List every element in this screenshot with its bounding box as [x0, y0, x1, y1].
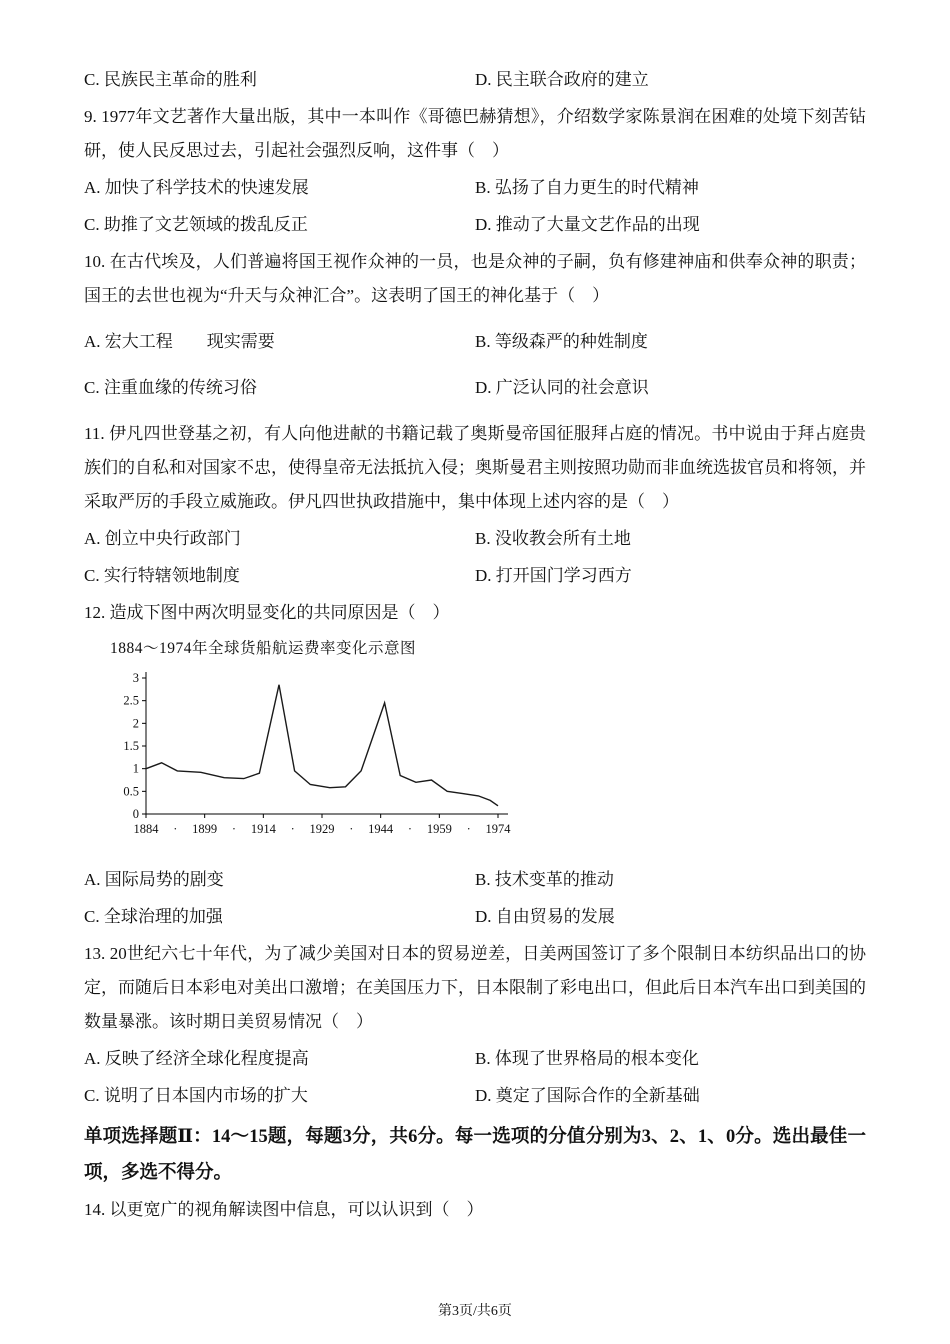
option-12-d: D. 自由贸易的发展 [475, 907, 615, 926]
option-11-b: B. 没收教会所有土地 [475, 529, 631, 548]
svg-text:·: · [290, 822, 295, 836]
option-9-d: D. 推动了大量文艺作品的出现 [475, 215, 700, 234]
option-12-b: B. 技术变革的推动 [475, 870, 614, 889]
svg-text:1929: 1929 [309, 822, 335, 836]
option-12-c: C. 全球治理的加强 [84, 907, 223, 926]
svg-text:1959: 1959 [426, 822, 452, 836]
svg-text:2: 2 [132, 716, 139, 731]
svg-text:·: · [466, 822, 471, 836]
option-9-c: C. 助推了文艺领域的拨乱反正 [84, 215, 308, 234]
option-9-b: B. 弘扬了自力更生的时代精神 [475, 178, 699, 197]
question-13-options-row-2 [84, 1079, 866, 1113]
svg-text:0.5: 0.5 [123, 784, 139, 799]
question-8-options-row [84, 63, 866, 97]
svg-text:·: · [231, 822, 237, 836]
question-12-options-row-1 [84, 863, 866, 897]
svg-text:·: · [173, 822, 178, 836]
question-11-stem: 11. 伊凡四世登基之初，有人向他进献的书籍记载了奥斯曼帝国征服拜占庭的情况。书中说由于拜占庭贵族们的自私和对国家不忠，使得皇帝无法抵抗入侵；奥斯曼君主则按照功勋而非血统选拔官员和将领，并采取严厉的手段立威施政。伊凡四世执政措施中，集中体现上述内容的是（ ） [84, 424, 866, 511]
question-11-options-row-1 [84, 522, 866, 556]
svg-text:1899: 1899 [192, 822, 218, 836]
question-12-options-row-2 [84, 900, 866, 934]
question-10-options-row-1 [84, 325, 866, 359]
freight-chart-svg [110, 664, 530, 846]
option-11-a: A. 创立中央行政部门 [84, 529, 241, 548]
option-13-b: B. 体现了世界格局的根本变化 [475, 1049, 699, 1068]
option-10-b: B. 等级森严的种姓制度 [475, 332, 648, 351]
svg-text:3: 3 [132, 671, 139, 685]
svg-text:·: · [407, 822, 413, 836]
question-13-options-row-1 [84, 1042, 866, 1076]
option-13-a: A. 反映了经济全球化程度提高 [84, 1049, 309, 1068]
option-9-a: A. 加快了科学技术的快速发展 [84, 178, 309, 197]
page-footer [0, 1300, 950, 1320]
option-10-a: A. 宏大工程 现实需要 [84, 332, 275, 351]
section-2-header: 单项选择题Ⅱ：14～15题，每题3分，共6分。每一选项的分值分别为3、2、1、0分。选出最佳一项，多选不得分。 [84, 1127, 866, 1183]
option-13-c: C. 说明了日本国内市场的扩大 [84, 1086, 308, 1105]
question-9-options-row-1 [84, 171, 866, 205]
svg-text:1884: 1884 [133, 822, 159, 836]
svg-text:1.5: 1.5 [123, 739, 139, 753]
page-number: 第3页/共6页 [438, 1304, 512, 1319]
question-12-stem: 12. 造成下图中两次明显变化的共同原因是（ ） [84, 603, 450, 622]
option-8-c: C. 民族民主革命的胜利 [84, 70, 257, 89]
option-10-c: C. 注重血缘的传统习俗 [84, 378, 257, 397]
question-9-options-row-2 [84, 208, 866, 242]
svg-text:1: 1 [132, 761, 139, 776]
option-8-d: D. 民主联合政府的建立 [475, 70, 649, 89]
option-13-d: D. 奠定了国际合作的全新基础 [475, 1086, 700, 1105]
freight-rate-chart [110, 636, 866, 851]
svg-text:2.5: 2.5 [123, 693, 139, 708]
question-10-options-row-2 [84, 371, 866, 405]
chart-title: 1884～1974年全球货船航运费率变化示意图 [110, 640, 417, 657]
question-10-stem: 10. 在古代埃及，人们普遍将国王视作众神的一员，也是众神的子嗣，负有修建神庙和供奉众神的职责；国王的去世也视为“升天与众神汇合”。这表明了国王的神化基于（ ） [84, 252, 866, 305]
question-11-options-row-2 [84, 559, 866, 593]
option-11-d: D. 打开国门学习西方 [475, 566, 632, 585]
question-13-stem: 13. 20世纪六七十年代，为了减少美国对日本的贸易逆差，日美两国签订了多个限制日本纺织品出口的协定，而随后日本彩电对美出口激增；在美国压力下，日本限制了彩电出口，但此后日本汽车出口到美国的数量暴涨。该时期日美贸易情况（ ） [84, 944, 866, 1031]
option-10-d: D. 广泛认同的社会意识 [475, 378, 649, 397]
svg-text:1944: 1944 [368, 822, 394, 836]
option-11-c: C. 实行特辖领地制度 [84, 566, 240, 585]
svg-text:·: · [349, 822, 354, 836]
question-14-stem: 14. 以更宽广的视角解读图中信息，可以认识到（ ） [84, 1200, 484, 1219]
question-9-stem: 9. 1977年文艺著作大量出版，其中一本叫作《哥德巴赫猜想》，介绍数学家陈景润在困难的处境下刻苦钻研，使人民反思过去，引起社会强烈反响，这件事（ ） [84, 107, 866, 160]
svg-text:0: 0 [132, 807, 139, 821]
option-12-a: A. 国际局势的剧变 [84, 870, 224, 889]
svg-text:1914: 1914 [250, 822, 276, 836]
svg-text:1974: 1974 [485, 822, 511, 836]
